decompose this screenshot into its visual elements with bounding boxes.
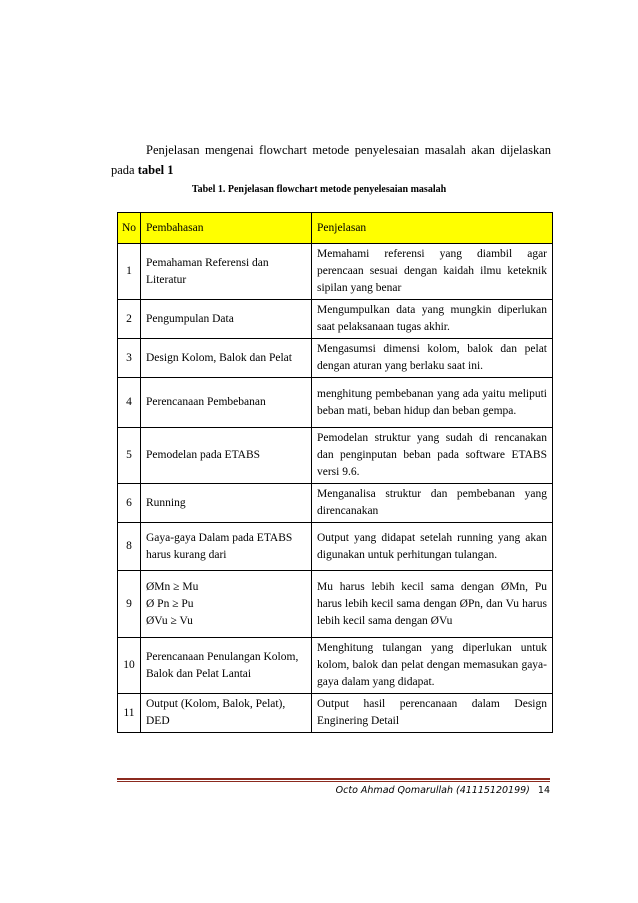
table-row <box>118 300 553 339</box>
row-penjelasan: Mu harus lebih kecil sama dengan ØMn, Pu harus lebih kecil sama dengan ØPn, dan Vu harus lebih kecil sama dengan ØVu <box>312 571 553 638</box>
pembahasan-line: ØVu ≥ Vu <box>146 614 193 627</box>
row-penjelasan: Menghitung tulangan yang diperlukan untuk kolom, balok dan pelat dengan memasukan gaya-gaya dalam yang didapat. <box>312 638 553 694</box>
row-number: 9 <box>118 571 141 638</box>
intro-line-2-prefix: pada <box>111 163 138 177</box>
row-number: 10 <box>118 638 141 694</box>
row-number: 5 <box>118 428 141 484</box>
header-no: No <box>118 213 141 244</box>
row-pembahasan: Design Kolom, Balok dan Pelat <box>141 339 312 378</box>
row-number: 2 <box>118 300 141 339</box>
intro-line-1: Penjelasan mengenai flowchart metode penyelesaian masalah akan dijelaskan <box>146 143 551 157</box>
row-penjelasan: Output yang didapat setelah running yang akan digunakan untuk perhitungan tulangan. <box>312 523 553 571</box>
table-row <box>118 571 553 638</box>
footer-rule-thin <box>117 781 550 782</box>
table-row <box>118 428 553 484</box>
table-caption: Tabel 1. Penjelasan flowchart metode penyelesaian masalah <box>191 184 447 195</box>
page-number: 14 <box>537 785 550 796</box>
row-number: 4 <box>118 378 141 428</box>
row-penjelasan: Mengumpulkan data yang mungkin diperlukan saat pelaksanaan tugas akhir. <box>312 300 553 339</box>
intro-table-ref: tabel 1 <box>137 163 174 177</box>
row-pembahasan: Perencanaan Penulangan Kolom, Balok dan Pelat Lantai <box>141 638 312 694</box>
intro-paragraph <box>111 140 551 180</box>
table-row <box>118 523 553 571</box>
row-pembahasan: Pengumpulan Data <box>141 300 312 339</box>
row-penjelasan: Mengasumsi dimensi kolom, balok dan pelat dengan aturan yang berlaku saat ini. <box>312 339 553 378</box>
row-pembahasan: Perencanaan Pembebanan <box>141 378 312 428</box>
header-pembahasan: Pembahasan <box>141 213 312 244</box>
table-header-row <box>118 213 553 244</box>
pembahasan-line: Ø Pn ≥ Pu <box>146 597 194 610</box>
row-pembahasan <box>141 571 312 638</box>
row-number: 6 <box>118 484 141 523</box>
table-row <box>118 378 553 428</box>
row-pembahasan: Pemodelan pada ETABS <box>141 428 312 484</box>
table-row <box>118 339 553 378</box>
row-penjelasan: menghitung pembebanan yang ada yaitu meliputi beban mati, beban hidup dan beban gempa. <box>312 378 553 428</box>
row-penjelasan: Output hasil perencanaan dalam Design Enginering Detail <box>312 694 553 733</box>
pembahasan-line: ØMn ≥ Mu <box>146 580 199 593</box>
intro-line-2 <box>111 163 174 177</box>
row-pembahasan: Running <box>141 484 312 523</box>
row-penjelasan: Menganalisa struktur dan pembebanan yang direncanakan <box>312 484 553 523</box>
header-penjelasan: Penjelasan <box>312 213 553 244</box>
row-pembahasan: Output (Kolom, Balok, Pelat), DED <box>141 694 312 733</box>
row-number: 3 <box>118 339 141 378</box>
row-penjelasan: Pemodelan struktur yang sudah di rencanakan dan penginputan beban pada software ETABS versi 9.6. <box>312 428 553 484</box>
row-number: 8 <box>118 523 141 571</box>
row-number: 1 <box>118 244 141 300</box>
footer-author: Octo Ahmad Qomarullah (41115120199) <box>335 785 530 796</box>
row-pembahasan: Pemahaman Referensi dan Literatur <box>141 244 312 300</box>
table-row <box>118 484 553 523</box>
page-footer <box>300 785 550 796</box>
table-row <box>118 694 553 733</box>
table-row <box>118 244 553 300</box>
flowchart-table <box>117 212 553 733</box>
table-row <box>118 638 553 694</box>
row-number: 11 <box>118 694 141 733</box>
footer-rule-thick <box>117 778 550 780</box>
row-pembahasan: Gaya-gaya Dalam pada ETABS harus kurang dari <box>141 523 312 571</box>
row-penjelasan: Memahami referensi yang diambil agar perencaan sesuai dengan kaidah ilmu keteknik sipilan yang benar <box>312 244 553 300</box>
